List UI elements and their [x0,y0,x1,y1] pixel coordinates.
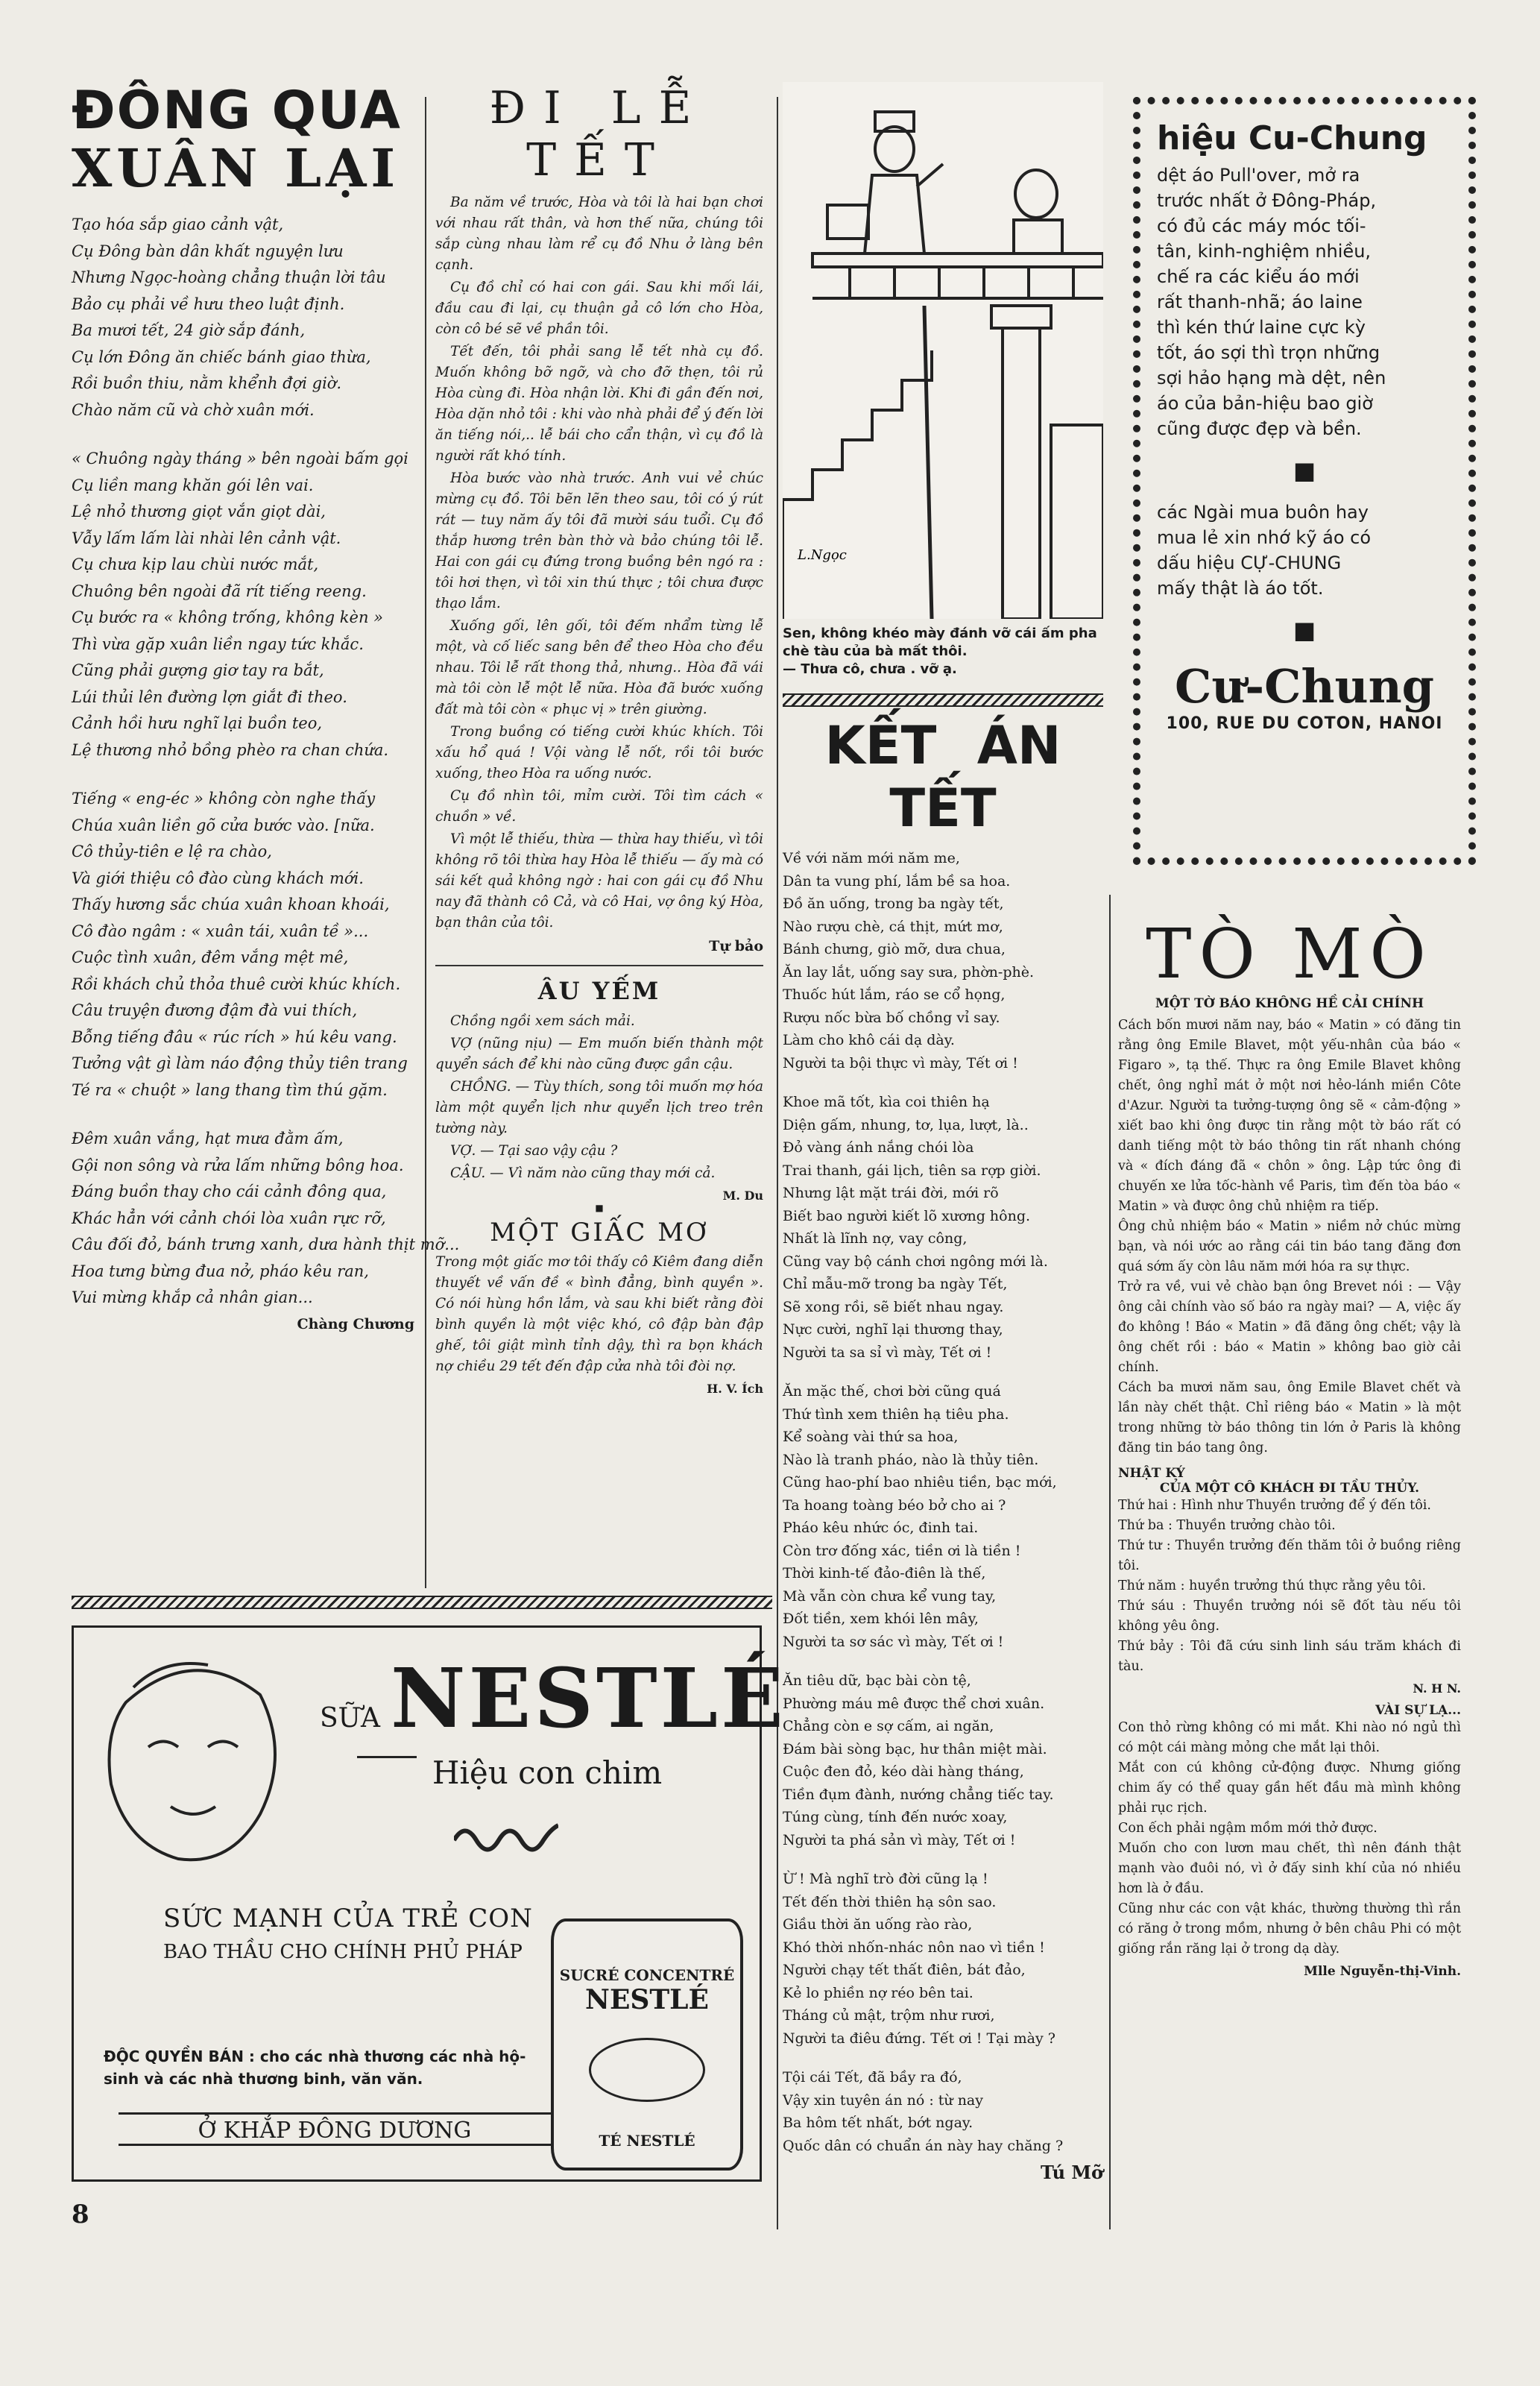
poem-line: Nhưng lật mặt trái đời, mới rõ [783,1185,999,1201]
poem-line: Biết bao người kiết lõ xương hông. [783,1207,1031,1224]
paragraph: Trong buồng có tiếng cười khúc khích. Tôi xấu hổ quá ! Vội vàng lễ nốt, rồi tôi bước xuống, theo Hòa ra uống nước. [435,724,763,781]
nhat-ky-subtitle: CỦA MỘT CÔ KHÁCH ĐI TẦU THỦY. [1159,1481,1420,1496]
paragraph: Thứ bảy : Tôi đã cứu sinh linh sáu trăm khách đi tàu. [1118,1639,1461,1674]
poem-line: Người ta sa sỉ vì mày, Tết ơi ! [783,1344,992,1361]
poem-line: Câu đối đỏ, bánh trưng xanh, dưa hành thịt mỡ... [72,1236,460,1253]
paragraph: Tết đến, tôi phải sang lễ tết nhà cụ đồ. Muốn không bỡ ngỡ, và cho đỡ thẹn, tôi rủ Hòa cùng đi. Hòa nhận lời. Khi đi gần đến nơi, Hòa dặn nhỏ tôi : khi vào nhà phải để ý đến lời ăn tiếng nói,.. lễ bái cho cẩn thận, vì cụ đồ là người rất khó tính. [435,344,763,464]
poem-line: Chuông bên ngoài đã rít tiếng reeng. [72,582,367,600]
can-text-3: TÉ NESTLÉ [599,2132,695,2150]
nestle-where: Ở KHẮP ĐÔNG DƯƠNG [119,2112,551,2146]
poem-line: Đám bài sòng bạc, hư thân miệt mài. [783,1740,1047,1757]
poem-line: Cuộc tình xuân, đêm vắng mệt mê, [72,948,349,966]
title-line-2: XUÂN LẠI [72,137,400,199]
poem-line: Ba hôm tết nhất, bớt ngay. [783,2115,973,2131]
poem-line: Dân ta vung phí, lắm bề sa hoa. [783,872,1011,890]
poem [783,847,1103,2157]
poem-line: Giầu thời ăn uống rào rào, [783,1916,973,1933]
nhat-ky-title: NHẬT KÝ [1118,1466,1185,1481]
giac-mo-text: Trong một giấc mơ tôi thấy cô Kiêm đang diễn thuyết về vấn đề « bình đẳng, bình quyền ». Có nói hùng hồn lắm, và sau khi biết rằng đòi bình quyền là một việc khó, cô đập bàn đập ghế, tôi giật mình tỉnh dậy, thì ra bọn khách nợ chiều 29 tết đến đập cửa nhà tôi đòi nợ. [435,1254,763,1374]
poem-line: Bánh chưng, giò mỡ, dưa chua, [783,941,1006,957]
poem-line: Ăn lay lắt, uống say sưa, phờn-phè. [783,963,1035,980]
to-mo-text3: Trở ra về, vui vẻ chào bạn ông Brevet nói : — Vậy ông cải chính vào số báo ra ngày mai? — A, việc ấy đo không ! Báo « Matin » đã đăng ông chết; vậy là ông chết rồi : báo « Matin » không bao giờ cải chính. [1118,1279,1461,1375]
poem-line: Pháo kêu nhức óc, đinh tai. [783,1520,979,1536]
poem-line: Cô đào ngâm : « xuân tái, xuân tề »... [72,922,369,940]
poem-line: Thứ tình xem thiên hạ tiêu pha. [783,1406,1009,1423]
ad-line: chế ra các kiểu áo mới [1157,266,1360,287]
nestle-sua: SỮA [320,1703,380,1734]
column-divider [1109,895,1111,2229]
poem-line: Thì vừa gặp xuân liền ngay tức khắc. [72,635,364,653]
poem-line: Vui mừng khắp cả nhân gian... [72,1288,313,1306]
paragraph: CHỒNG. — Tùy thích, song tôi muốn mợ hóa làm một quyển lịch như quyển lịch treo trên tường này. [435,1079,763,1136]
ad-line: áo của bản-hiệu bao giờ [1157,393,1373,414]
au-yem-signature: M. Du [722,1189,763,1203]
ad-line: cũng được đẹp và bền. [1157,418,1362,439]
poem-line: Nực cười, nghĩ lại thương thay, [783,1321,1003,1338]
nestle-slogan-1: SỨC MẠNH CỦA TRẺ CON [163,1904,533,1933]
poem-line: Tưởng vật gì làm náo động thủy tiên trang [72,1054,408,1072]
poem-line: Bỗng tiếng đâu « rúc rích » hú kêu vang. [72,1027,397,1046]
poem-line: Tiền đụm đành, nướng chẳng tiếc tay. [783,1786,1054,1803]
poem-line: Thấy hương sắc chúa xuân khoan khoái, [72,895,390,913]
poem-line: Tội cái Tết, đã bầy ra đó, [783,2069,962,2086]
to-mo-text1: Cách bốn mươi năm nay, báo « Matin » có đăng tin rằng ông Emile Blavet, một yếu-nhân của báo « Figaro », tạ thế. Thực ra ông Emile Blavet không chết, ông nghỉ mát ở một nơi hẻo-lánh miền Côte d'Azur. Người ta tưởng-tượng ông sẽ « cảm-động » xiết bao khi ông được tin rằng một tờ báo rất có danh tiếng một tờ báo thông tin rất nhanh chóng và « đích đáng đã « chôn » ông. Lập tức ông đi chuyến xe lửa tốc-hành về Paris, tìm đến tòa báo « Matin » và được ông chủ nhiệm ra tiếp. [1118,1018,1461,1214]
paragraph: Con thỏ rừng không có mi mắt. Khi nào nó ngủ thì có một cái màng mỏng che mắt lại thôi. [1118,1720,1461,1755]
poem-line: Lúi thủi lên đường lợn giắt đi theo. [72,687,347,706]
poem-line: Lệ thương nhỏ bồng phèo ra chan chứa. [72,740,389,759]
au-yem-text [435,1011,763,1184]
nestle-can-drawing [551,1918,743,2171]
poem-line: Lệ nhỏ thương giọt vắn giọt dài, [72,503,326,520]
poem-line: Cô thủy-tiên e lệ ra chào, [72,843,272,860]
poem-line: Người ta bội thực vì mày, Tết ơi ! [783,1054,1018,1071]
to-mo-sub1: MỘT TỜ BÁO KHÔNG HỀ CẢI CHÍNH [1155,996,1424,1011]
paragraph: Vì một lễ thiếu, thừa — thừa hay thiếu, vì tôi không rõ tôi thừa hay Hòa lễ thiếu — ấy mà có sái kết quả không ngờ : hai con gái cụ đồ Nhu nay đã thành cô Cả, và cô Hai, vợ ông ký Hòa, bạn thân của tôi. [435,831,763,931]
ad-line: mua lẻ xin nhớ kỹ áo có [1157,527,1372,548]
poem-line: Chỉ mẫu-mỡ trong ba ngày Tết, [783,1276,1008,1292]
cu-chung-ad-border: hiệu Cu-Chung dệt áo Pull'over, mở ra trước nhất ở Đông-Pháp, có đủ các máy móc tối- tân, kinh-nghiệm nhiều, chế ra các kiểu áo mới rất thanh-nhã; áo laine thì kén thứ laine cực kỳ tốt, áo sợi thì trọn những sợi hảo hạng mà dệt, nên áo của bản-hiệu bao giờ cũng được đẹp và bền. ■ các Ngài mua buôn hay mua lẻ xin nhớ kỹ áo có dấu hiệu CỰ-CHUNG mấy thật là áo tốt. ■ Cư-Chung 100, RUE DU COTON, HANOI [1133,97,1476,865]
story [435,192,763,934]
poem-line: Người ta phá sản vì mày, Tết ơi ! [783,1831,1016,1848]
column-divider [425,97,426,1588]
poem-line: Gội non sông và rửa lấm những bông hoa. [72,1156,404,1174]
poem-line: Tháng củ mật, trộm như rươi, [783,2007,995,2024]
giac-mo-title: MỘT GIẤC MƠ [490,1218,709,1247]
poem-line: Ừ ! Mà nghĩ trò đời cũng lạ ! [783,1871,988,1887]
poem-line: Khác hẳn với cảnh chói lòa xuân rực rỡ, [72,1209,386,1227]
poem-line: Túng cùng, tính đến nước xoay, [783,1809,1008,1825]
cartoon-caption-2: — Thưa cô, chưa . vỡ ạ. [783,661,957,677]
poem-line: Chúa xuân liền gõ cửa bước vào. [nữa. [72,816,375,834]
poem-line: Câu truyện đương đậm đà vui thích, [72,1001,358,1019]
poem-line: Người ta sơ sác vì mày, Tết ơi ! [783,1633,1004,1650]
poem-line: Khoe mã tốt, kìa coi thiên hạ [783,1094,990,1110]
poem-line: Đỏ vàng ánh nắng chói lòa [783,1139,974,1156]
poem-line: Cụ chưa kịp lau chùi nước mắt, [72,555,319,573]
paragraph: Thứ năm : huyền trưởng thú thực rằng yêu tôi. [1118,1578,1427,1593]
paragraph: Thứ ba : Thuyền trưởng chào tôi. [1118,1518,1336,1533]
poem-line: Vậy xin tuyên án nó : từ nay [783,2091,983,2109]
paragraph: Xuống gối, lên gối, tôi đếm nhẩm từng lễ một, và cố liếc sang bên để theo Hòa cho đều nhau. Tôi lễ rất thong thả, nhưng.. Hòa đã vái mà tôi còn lễ một lễ nữa. Hòa đã bước xuống đất mà tôi còn « phục vị » trên giường. [435,618,763,717]
poem-line: Chào năm cũ và chờ xuân mới. [72,400,315,419]
poem-line: Thời kinh-tế đảo-điên là thế, [783,1565,986,1581]
nestle-brand: NESTLÉ [391,1650,786,1746]
poem-line: Tiếng « eng-éc » không còn nghe thấy [72,790,376,808]
paragraph: Muốn cho con lươn mau chết, thì nên đánh thật mạnh vào đuôi nó, vì ở đấy sinh khí của nó nhiều hơn là ở đầu. [1118,1841,1461,1896]
vai-su-la-title: VÀI SỰ LẠ... [1375,1703,1461,1718]
cu-chung-body [1157,163,1452,441]
paragraph: Thứ sáu : Thuyền trưởng nói sẽ đốt tàu nếu tôi không yêu ông. [1118,1599,1461,1634]
poem-line: Ăn tiêu dữ, bạc bài còn tệ, [783,1672,971,1689]
paragraph: Hòa bước vào nhà trước. Anh vui vẻ chúc mừng cụ đồ. Tôi bẽn lẽn theo sau, tôi có ý rút rát — tuy năm ấy tôi đã mười sáu tuổi. Cụ đồ thắp hương trên bàn thờ và bảo chúng tôi lễ. Hai con gái cụ đứng trong buồng bên ngó ra : tôi hơi thẹn, vì tôi xin thú thực ; tôi chưa được thạo lắm. [435,470,763,611]
signature: Tự bảo [709,938,763,954]
vinh-signature: Mlle Nguyễn-thị-Vinh. [1304,1964,1461,1979]
paragraph: Thứ tư : Thuyền trưởng đến thăm tôi ở buồng riêng tôi. [1118,1538,1461,1573]
can-text-1: SUCRÉ CONCENTRÉ [559,1966,735,1984]
cu-chung-brand: Cư-Chung [1174,659,1435,714]
poem-line: Rồi buồn thiu, nằm khểnh đợi giờ. [72,374,342,392]
poem-line: Làm cho khô cái dạ dày. [783,1032,955,1048]
nestle-ad [72,1625,786,2182]
poem-line: Nhất là lĩnh nợ, vay công, [783,1230,968,1247]
di-le-tet: ĐI LỄ TẾT Ba năm về trước, Hòa và tôi là hai bạn chơi với nhau rất thân, và hơn thế nữa, chúng tôi sắp cùng nhau làm rể cụ đồ Nhu ở làng bên cạnh. Cụ đồ chỉ có hai con gái. Sau khi mối lái, đầu cau đi lại, cụ thuận gả cô lớn cho Hòa, còn cô bé sẽ về phần tôi. Tết đến, tôi phải sang lễ tết nhà cụ đồ. Muốn không bỡ ngỡ, và cho đỡ thẹn, tôi rủ Hòa cùng đi. Hòa nhận lời. Khi đi gần đến nơi, Hòa dặn nhỏ tôi : khi vào nhà phải để ý đến lời ăn tiếng nói,.. lễ bái cho cẩn thận, vì cụ đồ là người rất khó tính. Hòa bước vào nhà trước. Anh vui vẻ chúc mừng cụ đồ. Tôi bẽn lẽn theo sau, tôi có ý rút rát — tuy năm ấy tôi đã mười sáu tuổi. Cụ đồ thắp hương trên bàn thờ và bảo chúng tôi lễ. Hai con gái cụ đứng trong buồng bên ngó ra : tôi hơi thẹn, vì tôi xin thú thực ; tôi chưa được thạo lắm. Xuống gối, lên gối, tôi đếm nhẩm từng lễ một, và cố liếc sang bên để theo Hòa cho đều nhau. Tôi lễ rất thong thả, nhưng.. Hòa đã vái mà tôi còn lễ một lễ nữa. Hòa đã bước xuống đất mà tôi còn « phục vị » trên giường. Trong buồng có tiếng cười khúc khích. Tôi xấu hổ quá ! Vội vàng lễ nốt, rồi tôi bước xuống, theo Hòa ra uống nước. Cụ đồ nhìn tôi, mỉm cười. Tôi tìm cách « chuồn » về. Vì một lễ thiếu, thừa — thừa hay thiếu, vì tôi không rõ tôi thừa hay Hòa lễ thiếu — ấy mà có sái kết quả không ngờ : hai con gái cụ đồ Nhu nay đã thành cô Cả, và cô Hai, vợ ông ký Hòa, bạn thân của tôi. Tự bảo ÂU YẾM Chồng ngồi xem sách mải. VỢ (nũng nịu) — Em muốn biến thành một quyển sách để khi nào cũng được gần cậu. CHỒNG. — Tùy thích, song tôi muốn mợ hóa làm một quyển lịch như quyển lịch treo trên tường này. VỢ. — Tại sao vậy cậu ? CẬU. — Vì năm nào cũng thay mới cả. M. Du ■ MỘT GIẤC MƠ Trong một giấc mơ tôi thấy cô Kiêm đang diễn thuyết về vấn đề « bình đẳng, bình quyền ». Có nói hùng hồn lắm, và sau khi biết rằng đòi bình quyền là một việc khó, cô đập bàn đập ghế, tôi giật mình tỉnh dậy, thì ra bọn khách nợ chiều 29 tết đến đập cửa nhà tôi đòi nợ. H. V. Ích [435,82,763,1396]
poem-line: Đồ ăn uống, trong ba ngày tết, [783,895,1004,912]
poem [72,212,460,1312]
poem-line: Còn trơ đống xác, tiền ơi là tiền ! [783,1542,1021,1559]
title: ĐI LỄ TẾT [489,82,710,186]
poem-line: Người chạy tết thất điên, bát đảo, [783,1962,1026,1978]
to-mo-text2: Ông chủ nhiệm báo « Matin » niềm nở chúc mừng bạn, và nói ước ao rằng cái tin báo tang đăng đơn quá sớm ấy còn lâu năm mới hóa ra sự thực. [1118,1219,1461,1274]
poem-line: Cụ bước ra « không trống, không kèn » [72,608,383,626]
cartoon-illustration [783,82,1103,619]
poem-line: Đêm xuân vắng, hạt mưa đằm ấm, [72,1130,344,1148]
paragraph: Thứ hai : Hình như Thuyền trưởng để ý đến tôi. [1118,1498,1431,1513]
page-number: 8 [72,2200,89,2229]
poem-line: Phường máu mê được thể chơi xuân. [783,1695,1045,1712]
poem-line: Ba mươi tết, 24 giờ sắp đánh, [72,321,306,339]
poem-line: Nào rượu chè, cá thịt, mứt mơ, [783,918,1003,935]
to-mo-column [1118,914,1461,1979]
ad-line: trước nhất ở Đông-Pháp, [1157,190,1377,211]
to-mo-text4: Cách ba mươi năm sau, ông Emile Blavet chết và lần này chết thật. Chỉ riêng báo « Matin » là một trong những tờ báo thông tin lớn ở Paris là không đăng tin báo tang ông. [1118,1380,1461,1455]
poem-line: Ta hoang toàng béo bở cho ai ? [783,1496,1006,1514]
paragraph: Cũng như các con vật khác, thường thường thì rắn có răng ở trong mồm, nhưng ở bên châu Phi có một giống rắn răng lại ở trong dạ dày. [1118,1901,1461,1957]
poem-line: Đốt tiền, xem khói lên mây, [783,1611,979,1627]
poem-line: Cụ Đông bàn dân khất nguyện lưu [72,242,344,260]
paragraph: VỢ (nũng nịu) — Em muốn biến thành một quyển sách để khi nào cũng được gần cậu. [435,1036,763,1072]
poem-line: Cảnh hồi hưu nghĩ lại buồn teo, [72,714,323,732]
poem-line: Về với năm mới năm me, [783,850,960,866]
nestle-slogan-2: BAO THẦU CHO CHÍNH PHỦ PHÁP [163,1941,523,1963]
nestle-sub: Hiệu con chim [432,1754,663,1791]
poem-line: Và giới thiệu cô đào cùng khách mới. [72,869,364,887]
poem-line: Chẳng còn e sợ cấm, ai ngăn, [783,1718,994,1734]
poem-line: Quốc dân có chuẩn án này hay chăng ? [783,2137,1064,2154]
title: KẾT ÁN TẾT [824,715,1061,839]
poem-line: Hoa tưng bừng đua nở, pháo kêu ran, [72,1262,369,1280]
giac-mo-signature: H. V. Ích [707,1382,763,1396]
poem-line: Cuộc đen đỏ, kéo dài hàng tháng, [783,1763,1024,1780]
bird-logo-icon [454,1818,558,1863]
paragraph: VỢ. — Tại sao vậy cậu ? [450,1143,618,1159]
poem-line: Kẻ lo phiền nợ réo bên tai. [783,1984,973,2001]
paragraph: Cụ đồ nhìn tôi, mỉm cười. Tôi tìm cách « chuồn » về. [435,788,763,825]
wavy-rule [72,1596,772,1609]
nestle-distribution: ĐỘC QUYỀN BÁN : cho các nhà thương các nhà hộ-sinh và các nhà thương binh, văn văn. [104,2047,526,2088]
poem-line: Mà vẫn còn chưa kể vung tay, [783,1587,997,1605]
poem-line: Cụ liền mang khăn gói lên vai. [72,476,314,494]
poem-line: Bảo cụ phải về hưu theo luật định. [72,295,345,313]
poem-line: Thuốc hút lắm, ráo se cổ họng, [783,986,1006,1003]
ad-line: mấy thật là áo tốt. [1157,578,1324,599]
paragraph: Ba năm về trước, Hòa và tôi là hai bạn chơi với nhau rất thân, và hơn thế nữa, chúng tôi sắp cùng nhau làm rể cụ đồ Nhu ở làng bên cạnh. [435,195,763,273]
poem-line: Đáng buồn thay cho cái cảnh đông qua, [72,1183,387,1200]
poem-line: Sẽ xong rồi, sẽ biết nhau ngay. [783,1298,1004,1315]
paragraph: Con ếch phải ngậm mồm mới thở được. [1118,1821,1378,1836]
baby-face-drawing [81,1643,305,1889]
diary [1118,1496,1461,1677]
ad-line: sợi hảo hạng mà dệt, nên [1157,368,1386,388]
cartoon-signature: L.Ngọc [798,547,847,563]
poem-line: Nhưng Ngọc-hoàng chẳng thuận lời tâu [72,268,386,286]
ket-an-tet-column [783,82,1103,2183]
poem-line: Nào là tranh pháo, nào là thủy tiên. [783,1451,1039,1468]
ad-line: tân, kinh-nghiệm nhiều, [1157,241,1372,262]
vai-su-la [1118,1718,1461,1960]
poem-line: Khó thời nhốn-nhác nôn nao vì tiền ! [783,1939,1045,1956]
column-divider [777,97,778,2229]
au-yem-title: ÂU YẾM [537,977,661,1005]
poem-line: Cũng phải gượng giơ tay ra bắt, [72,661,324,679]
cu-chung-title: hiệu Cu-Chung [1157,119,1427,157]
dong-qua-xuan-lai [72,80,460,1332]
poem-line: Rượu nốc bừa bố chồng vỉ say. [783,1009,1000,1026]
wavy-rule [783,693,1103,707]
to-mo-title: TÒ MÒ [1146,914,1433,994]
poem-line: Trai thanh, gái lịch, tiên sa rợp giời. [783,1162,1041,1179]
can-text-2: NESTLÉ [585,1984,709,2015]
title-line-1: ĐÔNG QUA [72,80,402,141]
paragraph: Mắt con cú không cử-động được. Nhưng giống chim ấy có thể quay gần hết đầu mà mình không phải rục rịch. [1118,1760,1461,1816]
poem-line: Diện gấm, nhung, tơ, lụa, lượt, là.. [783,1116,1029,1133]
cu-chung-address: 100, RUE DU COTON, HANOI [1166,714,1443,733]
poem-line: Tết đến thời thiên hạ sôn sao. [783,1893,997,1910]
ad-line: các Ngài mua buôn hay [1157,502,1369,523]
paragraph: Chồng ngồi xem sách mải. [450,1013,635,1029]
signature: Tú Mỡ [1040,2162,1103,2183]
poem-line: Rồi khách chủ thỏa thuê cười khúc khích. [72,975,401,993]
poem-line: Tạo hóa sắp giao cảnh vật, [72,215,284,233]
poem-line: Ăn mặc thế, chơi bời cũng quá [783,1383,1001,1400]
cu-chung-body-2 [1157,500,1452,601]
paragraph: Cụ đồ chỉ có hai con gái. Sau khi mối lái, đầu cau đi lại, cụ thuận gả cô lớn cho Hòa, còn cô bé sẽ về phần tôi. [435,280,763,337]
cartoon-caption-1: Sen, không khéo mày đánh vỡ cái ấm pha chè tàu của bà mất thôi. [783,626,1097,659]
poem-line: Kể soàng vài thứ sa hoa, [783,1429,959,1445]
paragraph: CẬU. — Vì năm nào cũng thay mới cả. [450,1165,716,1181]
divider [435,965,763,966]
ad-line: có đủ các máy móc tối- [1157,215,1366,236]
ad-line: dệt áo Pull'over, mở ra [1157,165,1360,186]
poem-line: Cũng vay bộ cánh chơi ngông mới là. [783,1253,1048,1270]
ad-line: tốt, áo sợi thì trọn những [1157,342,1380,363]
poem-line: Cụ lớn Đông ăn chiếc bánh giao thừa, [72,347,371,366]
poem-line: « Chuông ngày tháng » bên ngoài bấm gọi [72,450,408,468]
poem-line: Người ta điêu đứng. Tết ơi ! Tại mày ? [783,2030,1055,2047]
poem-line: Cũng hao-phí bao nhiêu tiền, bạc mới, [783,1474,1057,1491]
signature: Chàng Chương [297,1315,414,1332]
poem-line: Té ra « chuột » lang thang tìm thú gặm. [72,1080,388,1099]
ad-line: dấu hiệu CỰ-CHUNG [1157,553,1342,573]
ad-line: thì kén thứ laine cực kỳ [1157,317,1366,338]
diary-signature: N. H N. [1413,1681,1461,1696]
ad-line: rất thanh-nhã; áo laine [1157,292,1363,312]
poem-line: Vẫy lấm lấm lài nhài lên cảnh vật. [72,529,341,547]
